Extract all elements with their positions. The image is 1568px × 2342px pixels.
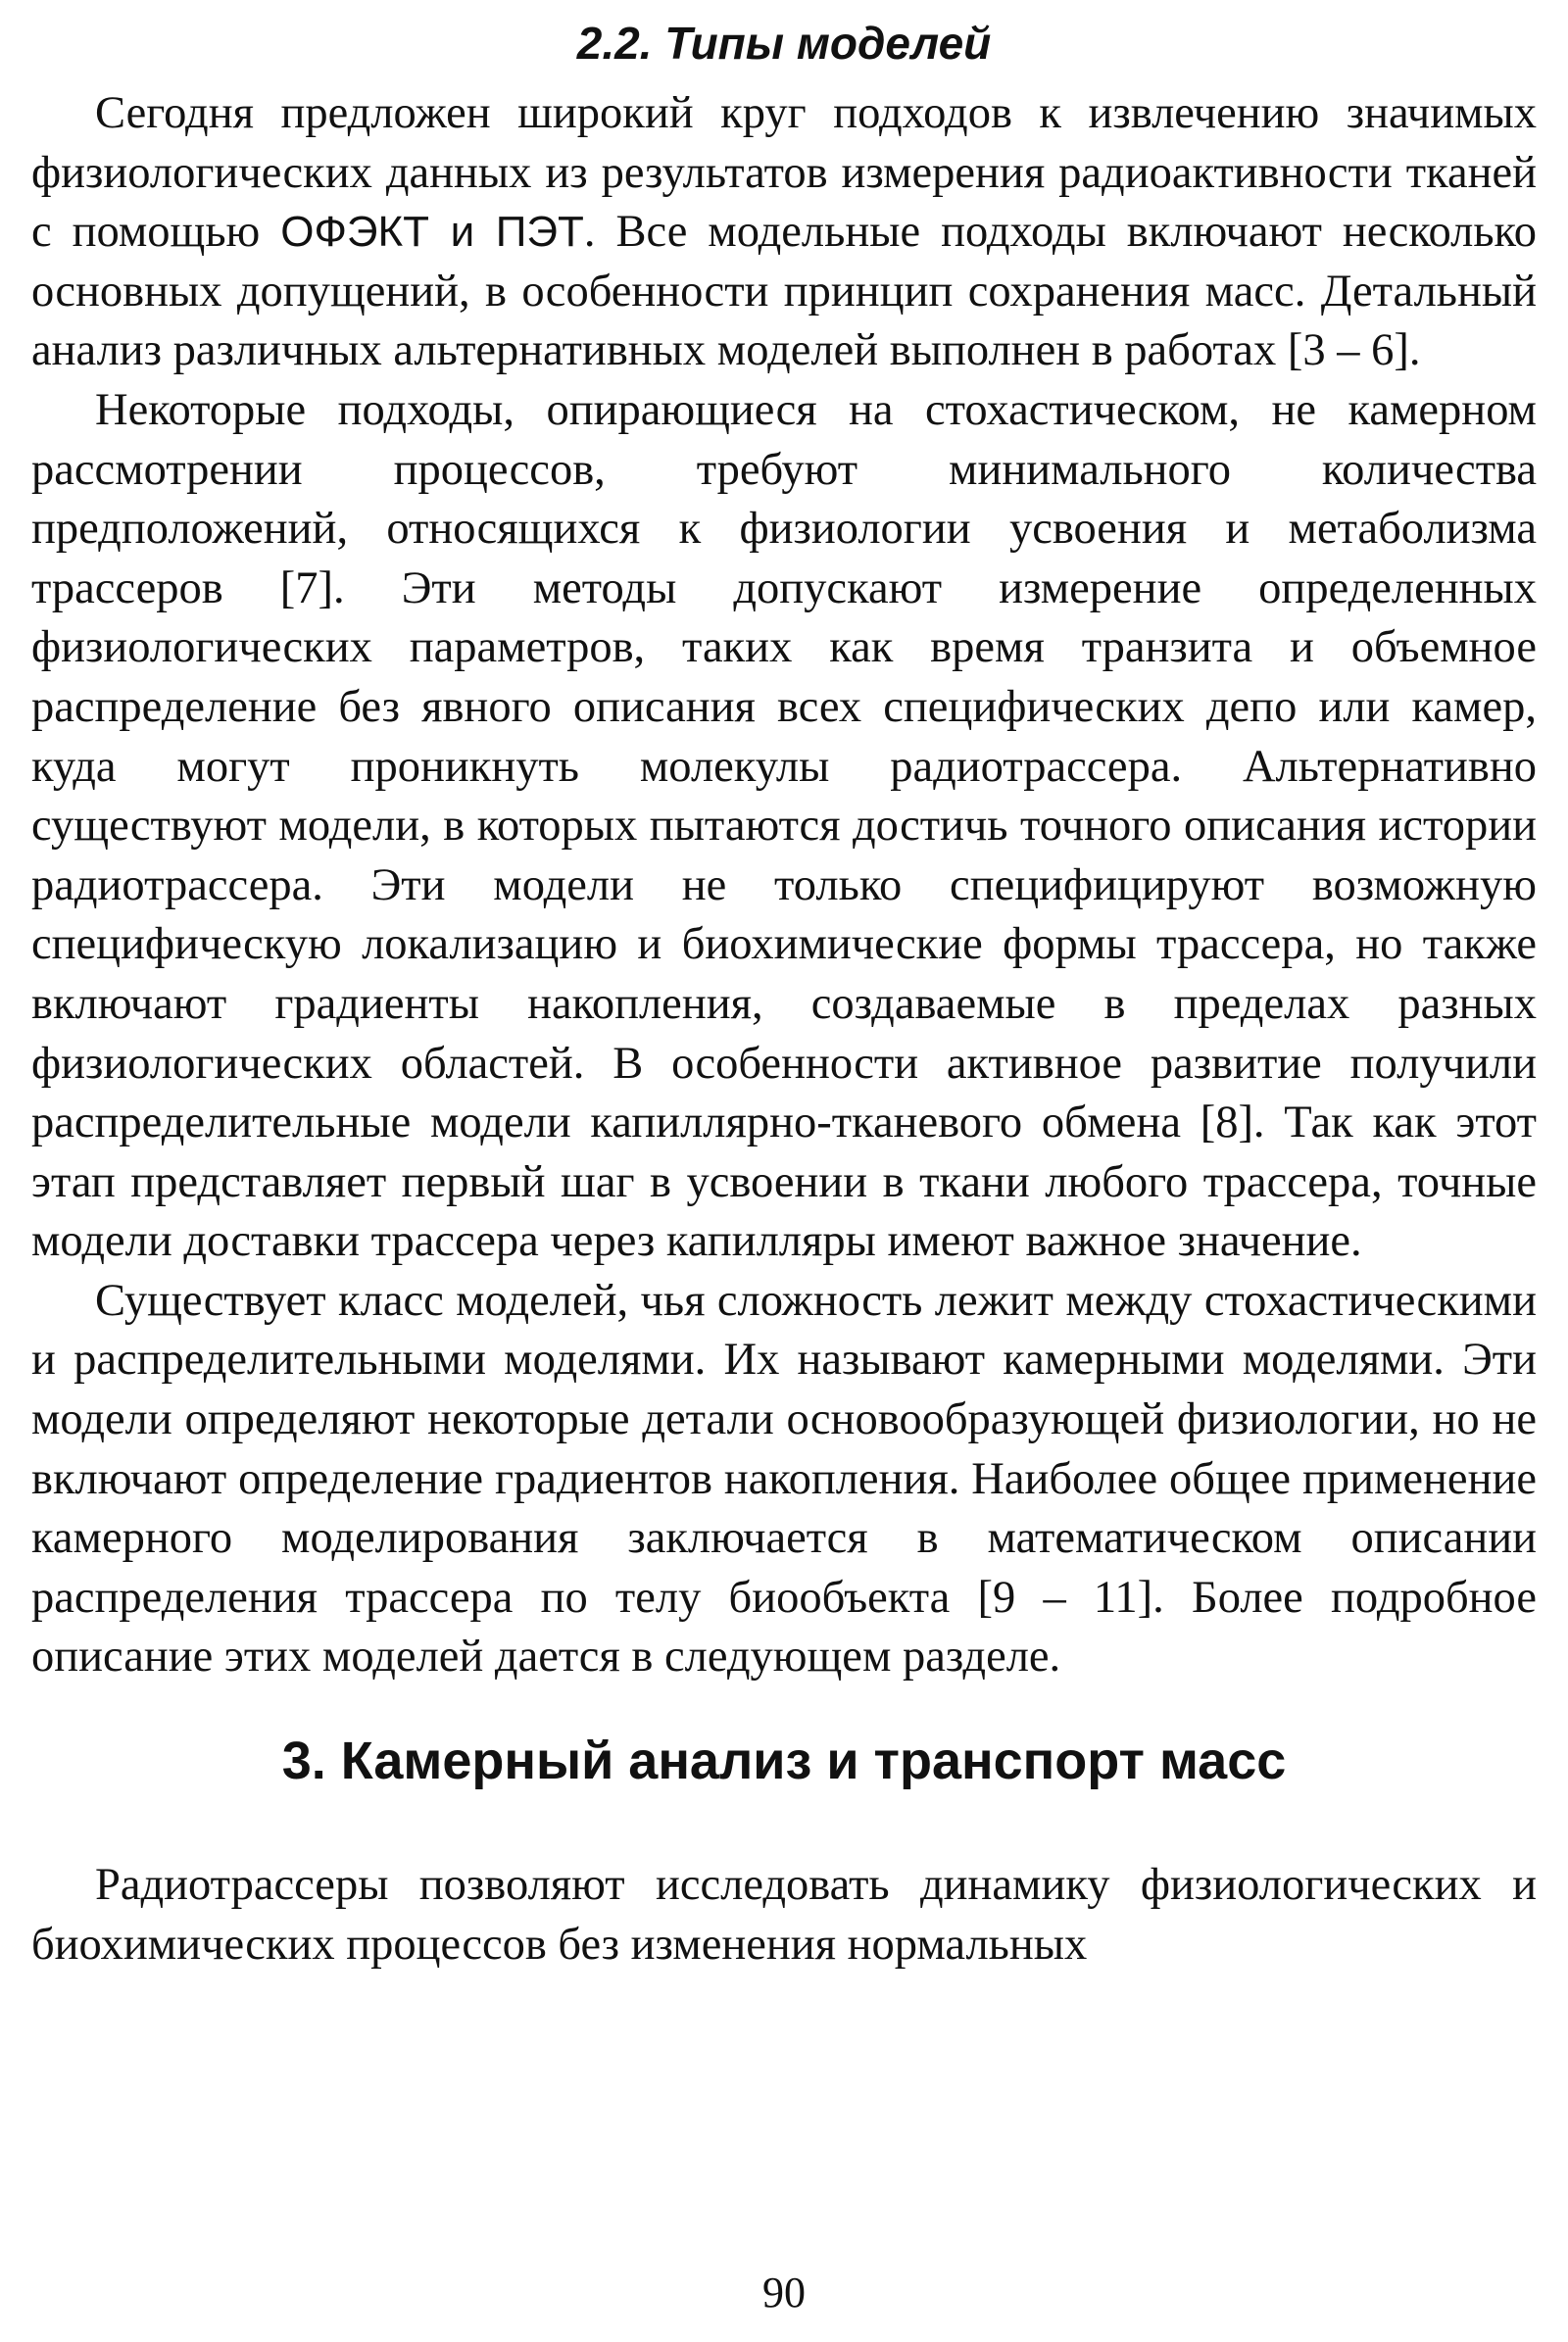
subsection-title: 2.2. Типы моделей <box>576 18 992 69</box>
paragraph-2: Некоторые подходы, опирающиеся на стохастическом, не камерном рассмотрении процессов, требуют минимального количества предположений, относящихся к физиологии усвоения и метаболизма трассеров [7]. Эти методы допускают измерение определенных физиологических параметров, таких как время транзита и объемное распределение без явного описания всех специфических депо или камер, куда могут проникнуть молекулы радиотрассера. Альтернативно существуют модели, в которых пытаются достичь точного описания истории радиотрассера. Эти модели не только специфицируют возможную специфическую локализацию и биохимические формы трассера, но также включают градиенты накопления, создаваемые в пределах разных физиологических областей. В особенности активное развитие получили распределительные модели капиллярно-тканевого обмена [8]. Так как этот этап представляет первый шаг в усвоении в ткани любого трассера, точные модели доставки трассера через капилляры имеют важное значение. <box>31 384 1537 1267</box>
paragraph-3: Существует класс моделей, чья сложность лежит между стохастическими и распределительными моделями. Их называют камерными моделями. Эти модели определяют некоторые детали основообразующей физиологии, но не включают определение градиентов накопления. Наиболее общее применение камерного моделирования заключается в математическом описании распределения трассера по телу биообъекта [9 – 11]. Более подробное описание этих моделей дается в следующем разделе. <box>31 1275 1537 1683</box>
paragraph-1-text-a: Сегодня предложен широкий круг подходов к извлечению значимых физиологических данных из результатов измерения радиоактивности тканей с помощью <box>31 88 1537 258</box>
section-title: 3. Камерный анализ и транспорт масс <box>281 1732 1287 1791</box>
document-page <box>31 0 1537 2342</box>
paragraph-1 <box>31 84 1537 381</box>
paragraph-1-text-b: . Все модельные подходы включают несколько основных допущений, в особенности принцип сохранения масс. Детальный анализ различных альтернативных моделей выполнен в работах [3 – 6]. <box>31 207 1538 376</box>
paragraph-4: Радиотрассеры позволяют исследовать динамику физиологических и биохимических процессов без изменения нормальных <box>31 1860 1537 1970</box>
paragraph-1-abbreviation: ОФЭКТ и ПЭТ <box>280 208 584 257</box>
page-number: 90 <box>762 2269 806 2317</box>
